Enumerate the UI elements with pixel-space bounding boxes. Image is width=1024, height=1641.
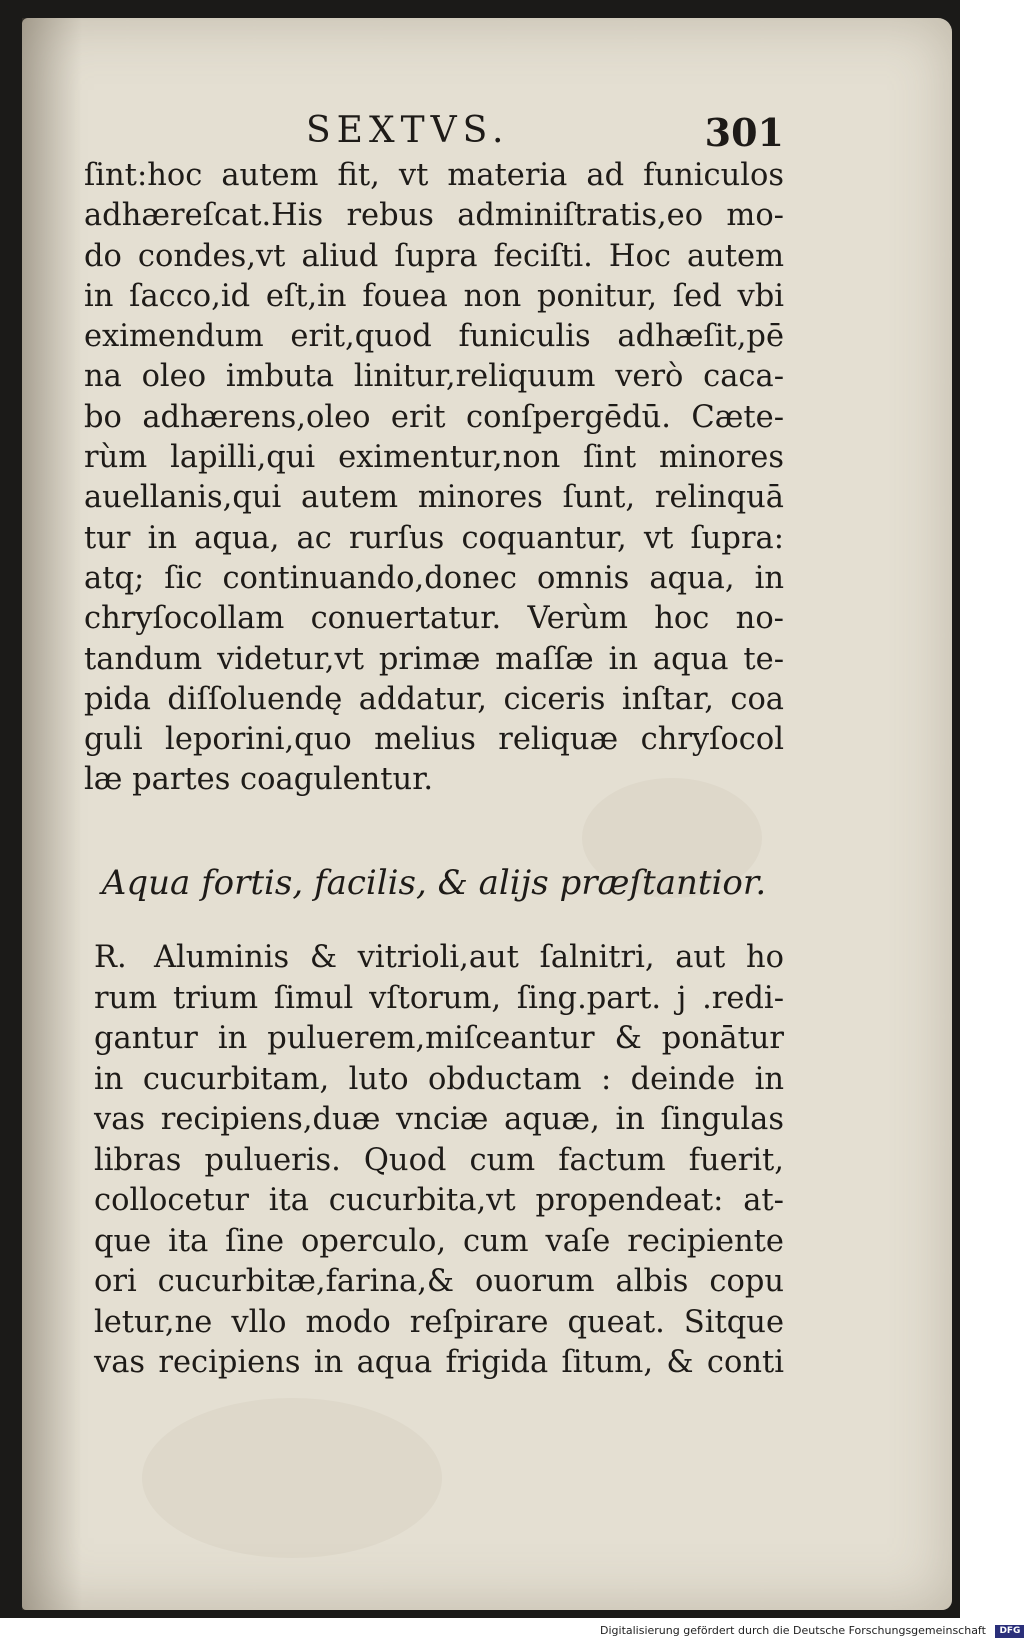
text-line: rùm lapilli,qui eximentur,non ſint minores	[84, 440, 784, 476]
text-line: atq; ſic continuando,donec omnis aqua, in	[84, 560, 784, 596]
text-line: guli leporini,quo melius reliquæ chryſocol	[84, 722, 784, 758]
page-number: 301	[704, 110, 784, 155]
text-line: rum trium ſimul vſtorum, ſing.part. j .redi-	[94, 980, 784, 1016]
text-line: ori cucurbitæ,farina,& ouorum albis copu	[94, 1264, 784, 1299]
page-header	[84, 110, 784, 158]
text-line: vas recipiens in aqua frigida ſitum, & conti	[94, 1345, 784, 1380]
text-line: in cucurbitam, luto obductam : deinde in	[94, 1061, 784, 1097]
section-heading: Aqua fortis, facilis, & alijs præſtantior.	[101, 863, 767, 903]
text-line: letur,ne vllo modo reſpirare queat. Sitque	[94, 1304, 784, 1340]
text-line: collocetur ita cucurbita,vt propendeat: at-	[94, 1183, 784, 1218]
footer-credit	[600, 1624, 1024, 1640]
text-line: eximendum erit,quod funiculis adhæſit,pē	[84, 319, 784, 355]
text-line: que ita ſine operculo, cum vaſe recipiente	[94, 1223, 784, 1259]
text-line: vas recipiens,duæ vnciæ aquæ, in ſingulas	[94, 1102, 784, 1137]
book-page	[22, 18, 952, 1610]
text-line: pida diſſoluendę addatur, ciceris inſtar, coa	[84, 681, 784, 717]
text-line: libras pulueris. Quod cum factum fuerit,	[94, 1142, 784, 1178]
text-line: tandum videtur,vt primæ maſſæ in aqua te-	[84, 641, 784, 677]
text-line: ſint:hoc autem fit, vt materia ad funiculos	[84, 158, 784, 193]
text-line: læ partes coagulentur.	[84, 762, 434, 798]
text-line: tur in aqua, ac rurſus coquantur, vt ſupra:	[84, 520, 784, 556]
text-line	[94, 938, 784, 979]
text-line: chryſocollam conuertatur. Verùm hoc no-	[84, 601, 784, 637]
text-line: adhæreſcat.His rebus adminiſtratis,eo mo-	[84, 198, 784, 234]
text-line: gantur in puluerem,miſceantur & ponātur	[94, 1021, 784, 1056]
footer-credit-text: Digitalisierung gefördert durch die Deutsche Forschungsgemeinschaft	[600, 1624, 986, 1637]
recipe-paragraph	[94, 938, 784, 1384]
running-head: SEXTVS.	[306, 110, 510, 151]
dfg-logo: DFG	[995, 1625, 1024, 1638]
body-paragraph	[84, 156, 784, 801]
recipe-first-line: Aluminis & vitrioli,aut ſalnitri, aut ho	[154, 940, 784, 975]
text-line: in ſacco,id eſt,in fouea non ponitur, ſed vbi	[84, 278, 784, 314]
text-line: do condes,vt aliud ſupra feciſti. Hoc autem	[84, 238, 784, 274]
text-line: auellanis,qui autem minores ſunt, relinquā	[84, 480, 784, 516]
page-stain	[142, 1398, 442, 1558]
text-line: bo adhærens,oleo erit conſpergēdū. Cæte-	[84, 399, 784, 435]
recipe-abbreviation: R.	[94, 940, 127, 975]
text-line: na oleo imbuta linitur,reliquum verò caca-	[84, 359, 784, 395]
